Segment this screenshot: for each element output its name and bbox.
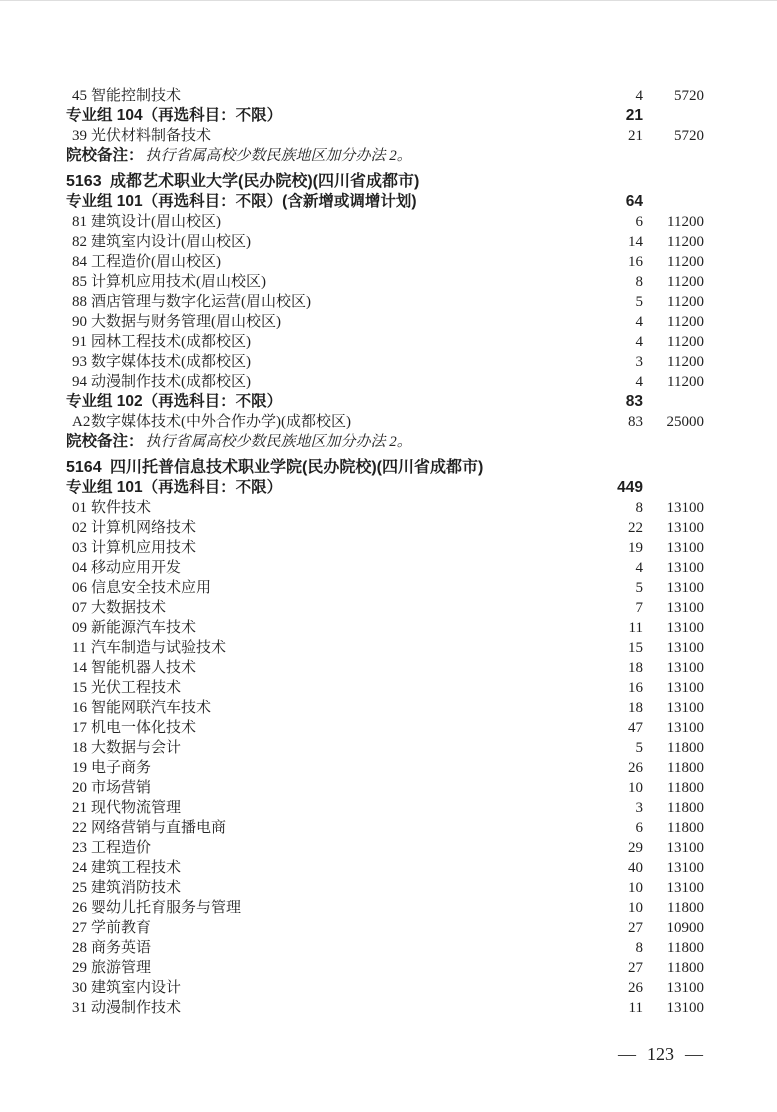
plan-count: 27	[628, 920, 643, 936]
major-group-label: 专业组 101（再选科目：不限）(含新增或调增计划)	[66, 193, 417, 210]
remark-label: 院校备注：	[66, 433, 144, 450]
major-row	[0, 758, 777, 778]
major-name: 现代物流管理	[91, 800, 182, 816]
major-name: 移动应用开发	[91, 560, 182, 576]
major-name: 智能网联汽车技术	[91, 700, 212, 716]
major-row	[0, 698, 777, 718]
major-name: 信息安全技术应用	[91, 580, 212, 596]
plan-count: 83	[625, 393, 643, 410]
school-header-row	[0, 458, 777, 478]
major-code: 07	[72, 600, 87, 616]
major-row	[0, 292, 777, 312]
major-name: 婴幼儿托育服务与管理	[91, 900, 242, 916]
major-row	[0, 232, 777, 252]
major-name: 动漫制作技术	[91, 1000, 182, 1016]
major-code: 20	[72, 780, 87, 796]
major-code: 21	[72, 800, 87, 816]
major-name: 数字媒体技术(中外合作办学)(成都校区)	[91, 414, 351, 430]
plan-count: 83	[628, 414, 643, 430]
tuition-fee: 11200	[667, 374, 704, 390]
major-row	[0, 352, 777, 372]
school-remark-row	[0, 146, 777, 166]
major-code: 91	[72, 334, 87, 350]
page-number-dash-right: —	[685, 1044, 703, 1064]
major-row	[0, 558, 777, 578]
school-header-row	[0, 172, 777, 192]
major-code: 16	[72, 700, 87, 716]
major-name: 建筑设计(眉山校区)	[91, 214, 221, 230]
tuition-fee: 13100	[666, 860, 704, 876]
major-row	[0, 252, 777, 272]
major-group-row	[0, 392, 777, 412]
major-name: 光伏材料制备技术	[91, 128, 212, 144]
plan-count: 3	[635, 354, 643, 370]
major-row	[0, 412, 777, 432]
major-name: 网络营销与直播电商	[91, 820, 227, 836]
plan-count: 4	[635, 374, 643, 390]
major-code: 14	[72, 660, 87, 676]
plan-count: 8	[635, 500, 643, 516]
major-code: A2	[72, 414, 91, 430]
major-row	[0, 718, 777, 738]
major-name: 计算机网络技术	[91, 520, 197, 536]
admission-plan-table	[0, 86, 777, 1018]
tuition-fee: 13100	[666, 540, 704, 556]
major-row	[0, 918, 777, 938]
tuition-fee: 13100	[666, 980, 704, 996]
major-row	[0, 272, 777, 292]
major-name: 建筑工程技术	[91, 860, 182, 876]
plan-count: 64	[625, 193, 643, 210]
major-group-label: 专业组 101（再选科目：不限）	[66, 479, 283, 496]
major-name: 商务英语	[91, 940, 152, 956]
major-code: 11	[72, 640, 87, 656]
major-group-row	[0, 192, 777, 212]
major-code: 19	[72, 760, 87, 776]
tuition-fee: 11800	[667, 780, 704, 796]
plan-count: 5	[635, 740, 643, 756]
major-code: 82	[72, 234, 87, 250]
tuition-fee: 10900	[666, 920, 704, 936]
major-name: 建筑消防技术	[91, 880, 182, 896]
tuition-fee: 13100	[666, 880, 704, 896]
plan-count: 3	[635, 800, 643, 816]
tuition-fee: 13100	[666, 700, 704, 716]
major-row	[0, 858, 777, 878]
plan-count: 26	[628, 980, 643, 996]
school-code: 5163	[66, 173, 102, 190]
major-code: 23	[72, 840, 87, 856]
tuition-fee: 13100	[666, 580, 704, 596]
major-row	[0, 778, 777, 798]
major-code: 26	[72, 900, 87, 916]
tuition-fee: 5720	[674, 88, 704, 104]
page-top-edge	[0, 0, 777, 1]
major-name: 机电一体化技术	[91, 720, 197, 736]
plan-count: 15	[628, 640, 643, 656]
major-code: 09	[72, 620, 87, 636]
tuition-fee: 11800	[667, 960, 704, 976]
tuition-fee: 11800	[667, 740, 704, 756]
major-row	[0, 998, 777, 1018]
tuition-fee: 13100	[666, 640, 704, 656]
major-name: 计算机应用技术(眉山校区)	[91, 274, 266, 290]
major-code: 24	[72, 860, 87, 876]
major-name: 软件技术	[91, 500, 152, 516]
major-code: 31	[72, 1000, 87, 1016]
tuition-fee: 5720	[674, 128, 704, 144]
major-name: 大数据与会计	[91, 740, 182, 756]
page-number-dash-left: —	[618, 1044, 636, 1064]
school-name: 四川托普信息技术职业学院(民办院校)(四川省成都市)	[110, 459, 484, 476]
major-row	[0, 598, 777, 618]
major-row	[0, 958, 777, 978]
plan-count: 4	[635, 314, 643, 330]
tuition-fee: 11800	[667, 800, 704, 816]
remark-text: 执行省属高校少数民族地区加分办法 2。	[145, 148, 412, 164]
tuition-fee: 11200	[667, 354, 704, 370]
school-name: 成都艺术职业大学(民办院校)(四川省成都市)	[110, 173, 420, 190]
major-code: 81	[72, 214, 87, 230]
major-code: 84	[72, 254, 87, 270]
tuition-fee: 13100	[666, 560, 704, 576]
tuition-fee: 11800	[667, 760, 704, 776]
tuition-fee: 13100	[666, 660, 704, 676]
tuition-fee: 11800	[667, 900, 704, 916]
plan-count: 29	[628, 840, 643, 856]
tuition-fee: 13100	[666, 840, 704, 856]
major-row	[0, 212, 777, 232]
plan-count: 4	[635, 88, 643, 104]
major-code: 39	[72, 128, 87, 144]
plan-count: 27	[628, 960, 643, 976]
major-row	[0, 372, 777, 392]
major-group-row	[0, 106, 777, 126]
major-row	[0, 838, 777, 858]
plan-count: 11	[628, 620, 643, 636]
plan-count: 22	[628, 520, 643, 536]
major-code: 88	[72, 294, 87, 310]
tuition-fee: 11800	[667, 820, 704, 836]
plan-count: 10	[628, 780, 643, 796]
major-row	[0, 818, 777, 838]
major-name: 市场营销	[91, 780, 152, 796]
plan-count: 5	[635, 294, 643, 310]
plan-count: 6	[635, 214, 643, 230]
plan-count: 8	[635, 940, 643, 956]
major-row	[0, 798, 777, 818]
major-row	[0, 978, 777, 998]
major-name: 建筑室内设计(眉山校区)	[91, 234, 251, 250]
major-code: 17	[72, 720, 87, 736]
tuition-fee: 11200	[667, 294, 704, 310]
major-code: 93	[72, 354, 87, 370]
major-code: 22	[72, 820, 87, 836]
major-row	[0, 332, 777, 352]
plan-count: 11	[628, 1000, 643, 1016]
major-name: 智能控制技术	[91, 88, 182, 104]
major-code: 30	[72, 980, 87, 996]
major-row	[0, 638, 777, 658]
major-row	[0, 878, 777, 898]
major-name: 智能机器人技术	[91, 660, 197, 676]
plan-count: 16	[628, 680, 643, 696]
major-group-row	[0, 478, 777, 498]
tuition-fee: 11200	[667, 334, 704, 350]
major-row	[0, 312, 777, 332]
major-code: 45	[72, 88, 87, 104]
tuition-fee: 11200	[667, 274, 704, 290]
plan-count: 10	[628, 880, 643, 896]
plan-count: 7	[635, 600, 643, 616]
plan-count: 8	[635, 274, 643, 290]
major-code: 94	[72, 374, 87, 390]
major-code: 01	[72, 500, 87, 516]
major-name: 酒店管理与数字化运营(眉山校区)	[91, 294, 311, 310]
tuition-fee: 13100	[666, 500, 704, 516]
major-name: 新能源汽车技术	[91, 620, 197, 636]
page-number-value: 123	[647, 1044, 674, 1064]
major-row	[0, 678, 777, 698]
major-code: 90	[72, 314, 87, 330]
major-name: 电子商务	[91, 760, 152, 776]
major-name: 旅游管理	[91, 960, 152, 976]
plan-count: 4	[635, 560, 643, 576]
tuition-fee: 13100	[666, 620, 704, 636]
major-name: 光伏工程技术	[91, 680, 182, 696]
remark-label: 院校备注：	[66, 147, 144, 164]
plan-count: 14	[628, 234, 643, 250]
major-row	[0, 518, 777, 538]
plan-count: 18	[628, 660, 643, 676]
tuition-fee: 11200	[667, 234, 704, 250]
tuition-fee: 11800	[667, 940, 704, 956]
plan-count: 47	[628, 720, 643, 736]
major-code: 03	[72, 540, 87, 556]
plan-count: 40	[628, 860, 643, 876]
major-code: 15	[72, 680, 87, 696]
major-name: 大数据技术	[91, 600, 167, 616]
major-name: 大数据与财务管理(眉山校区)	[91, 314, 281, 330]
plan-count: 21	[628, 128, 643, 144]
major-code: 28	[72, 940, 87, 956]
major-name: 工程造价(眉山校区)	[91, 254, 221, 270]
plan-count: 4	[635, 334, 643, 350]
major-code: 06	[72, 580, 87, 596]
major-group-label: 专业组 104（再选科目：不限）	[66, 107, 283, 124]
tuition-fee: 13100	[666, 520, 704, 536]
major-row	[0, 938, 777, 958]
plan-count: 21	[625, 107, 643, 124]
page-number	[618, 1044, 703, 1065]
major-code: 85	[72, 274, 87, 290]
tuition-fee: 13100	[666, 600, 704, 616]
major-row	[0, 578, 777, 598]
major-row	[0, 86, 777, 106]
tuition-fee: 11200	[667, 254, 704, 270]
tuition-fee: 11200	[667, 314, 704, 330]
major-row	[0, 126, 777, 146]
tuition-fee: 13100	[666, 1000, 704, 1016]
major-name: 工程造价	[91, 840, 152, 856]
plan-count: 449	[617, 479, 643, 496]
school-remark-row	[0, 432, 777, 452]
major-code: 04	[72, 560, 87, 576]
major-code: 27	[72, 920, 87, 936]
major-row	[0, 898, 777, 918]
tuition-fee: 25000	[666, 414, 704, 430]
major-name: 数字媒体技术(成都校区)	[91, 354, 251, 370]
plan-count: 16	[628, 254, 643, 270]
major-name: 动漫制作技术(成都校区)	[91, 374, 251, 390]
major-row	[0, 658, 777, 678]
plan-count: 19	[628, 540, 643, 556]
major-row	[0, 498, 777, 518]
major-name: 园林工程技术(成都校区)	[91, 334, 251, 350]
plan-count: 18	[628, 700, 643, 716]
plan-count: 5	[635, 580, 643, 596]
school-code: 5164	[66, 459, 102, 476]
major-row	[0, 538, 777, 558]
major-code: 29	[72, 960, 87, 976]
major-code: 25	[72, 880, 87, 896]
major-name: 汽车制造与试验技术	[91, 640, 227, 656]
major-code: 02	[72, 520, 87, 536]
major-name: 学前教育	[91, 920, 152, 936]
plan-count: 10	[628, 900, 643, 916]
remark-text: 执行省属高校少数民族地区加分办法 2。	[145, 434, 412, 450]
tuition-fee: 11200	[667, 214, 704, 230]
major-row	[0, 618, 777, 638]
major-name: 建筑室内设计	[91, 980, 182, 996]
tuition-fee: 13100	[666, 680, 704, 696]
major-row	[0, 738, 777, 758]
plan-count: 6	[635, 820, 643, 836]
major-name: 计算机应用技术	[91, 540, 197, 556]
major-group-label: 专业组 102（再选科目：不限）	[66, 393, 283, 410]
tuition-fee: 13100	[666, 720, 704, 736]
major-code: 18	[72, 740, 87, 756]
plan-count: 26	[628, 760, 643, 776]
